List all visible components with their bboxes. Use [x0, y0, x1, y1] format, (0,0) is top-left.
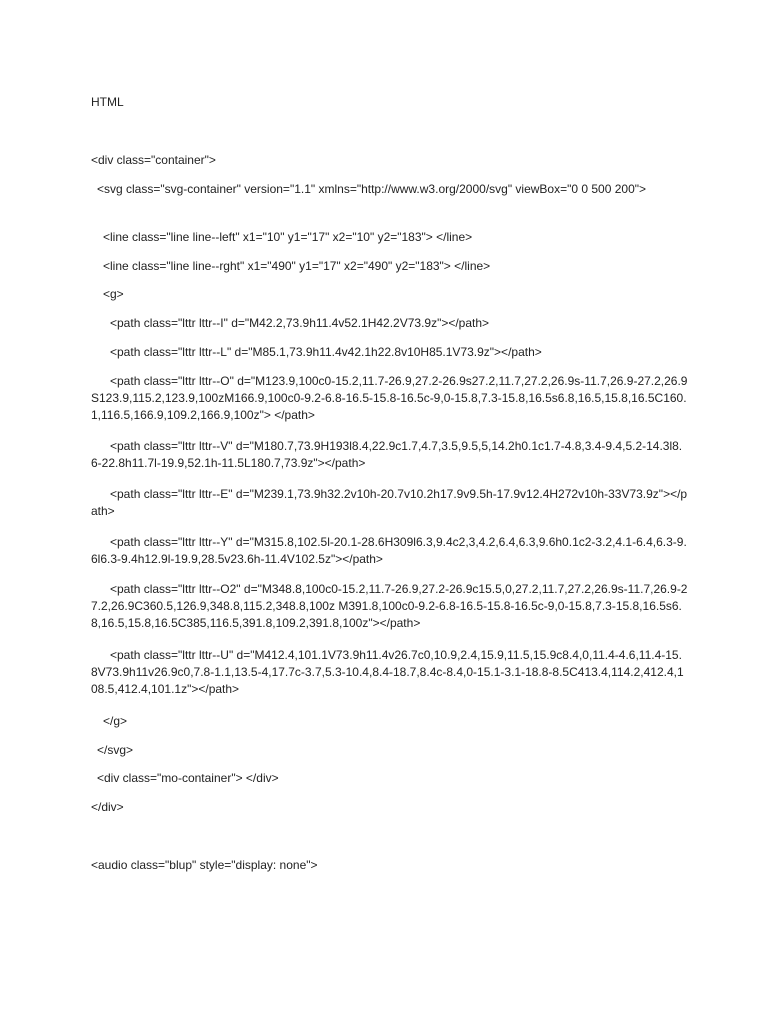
code-line-div-close: </div>: [91, 800, 124, 814]
code-line-mo-container: <div class="mo-container"> </div>: [97, 771, 279, 785]
code-line-path-y: <path class="lttr lttr--Y" d="M315.8,102.5l-20.1-28.6H309l6.3,9.4c2,3,4.2,6.4,6.3,9.6h0.1c2-3.2,4.1-6.4,6.3-9.6l6.3-9.4h12.9l-19.9,28.5v23.6h-11.4V102.5z"></path>: [91, 535, 687, 566]
code-line-path-u: <path class="lttr lttr--U" d="M412.4,101.1V73.9h11.4v26.7c0,10.9,2.4,15.9,11.5,15.9c8.4,0,11.4-4.6,11.4-15.8V73.9h11v26.9c0,7.8-1.1,13.5-4,17.7c-3.7,5.3-10.4,8.4-18.7,8.4c-8.4,0-15.1-3.1-18.8-8.5C413.4,114.2,412.4,108.5,412.4,101.1z"></path>: [91, 648, 684, 696]
code-line-audio: <audio class="blup" style="display: none">: [91, 858, 318, 872]
code-line-line-left: <line class="line line--left" x1="10" y1="17" x2="10" y2="183"> </line>: [103, 230, 473, 244]
code-line-path-v: <path class="lttr lttr--V" d="M180.7,73.9H193l8.4,22.9c1.7,4.7,3.5,9.5,5,14.2h0.1c1.7-4.8,3.4-9.4,5.2-14.3l8.6-22.8h11.7l-19.9,52.1h-11.5L180.7,73.9z"></path>: [91, 439, 683, 470]
code-line-svg-container: <svg class="svg-container" version="1.1" xmlns="http://www.w3.org/2000/svg" viewBox="0 0 500 200">: [97, 182, 647, 196]
code-line-svg-close: </svg>: [97, 743, 134, 757]
code-line-path-i: <path class="lttr lttr--I" d="M42.2,73.9h11.4v52.1H42.2V73.9z"></path>: [110, 316, 490, 330]
code-line-path-l: <path class="lttr lttr--L" d="M85.1,73.9h11.4v42.1h22.8v10H85.1V73.9z"></path>: [110, 345, 542, 359]
code-line-div-container: <div class="container">: [91, 153, 216, 167]
code-line-line-right: <line class="line line--rght" x1="490" y1="17" x2="490" y2="183"> </line>: [103, 259, 491, 273]
code-line-path-o: <path class="lttr lttr--O" d="M123.9,100c0-15.2,11.7-26.9,27.2-26.9s27.2,11.7,27.2,26.9s-11.7,26.9-27.2,26.9S123.9,115.2,123.9,100zM166.9,100c0-9.2-6.8-16.5-15.8-16.5c-9,0-15.8,7.3-15.8,16.5s6.8,16.5,15.8,16.5C160.1,116.5,166.9,109.2,166.9,100z"> </path>: [91, 374, 688, 422]
code-line-g-open: <g>: [103, 287, 124, 301]
code-line-path-e: <path class="lttr lttr--E" d="M239.1,73.9h32.2v10h-20.7v10.2h17.9v9.5h-17.9v12.4H272v10h-33V73.9z"></path>: [91, 487, 688, 518]
code-line-path-o2: <path class="lttr lttr--O2" d="M348.8,100c0-15.2,11.7-26.9,27.2-26.9c15.5,0,27.2,11.7,27.2,26.9s-11.7,26.9-27.2,26.9C360.5,126.9,348.8,115.2,348.8,100z M391.8,100c0-9.2-6.8-16.5-15.8-16.5c-9,0-15.8,7.3-15.8,16.5s6.8,16.5,15.8,16.5C385,116.5,391.8,109.2,391.8,100z"></path>: [91, 582, 688, 630]
document-heading: HTML: [91, 95, 124, 109]
code-line-g-close: </g>: [103, 714, 128, 728]
